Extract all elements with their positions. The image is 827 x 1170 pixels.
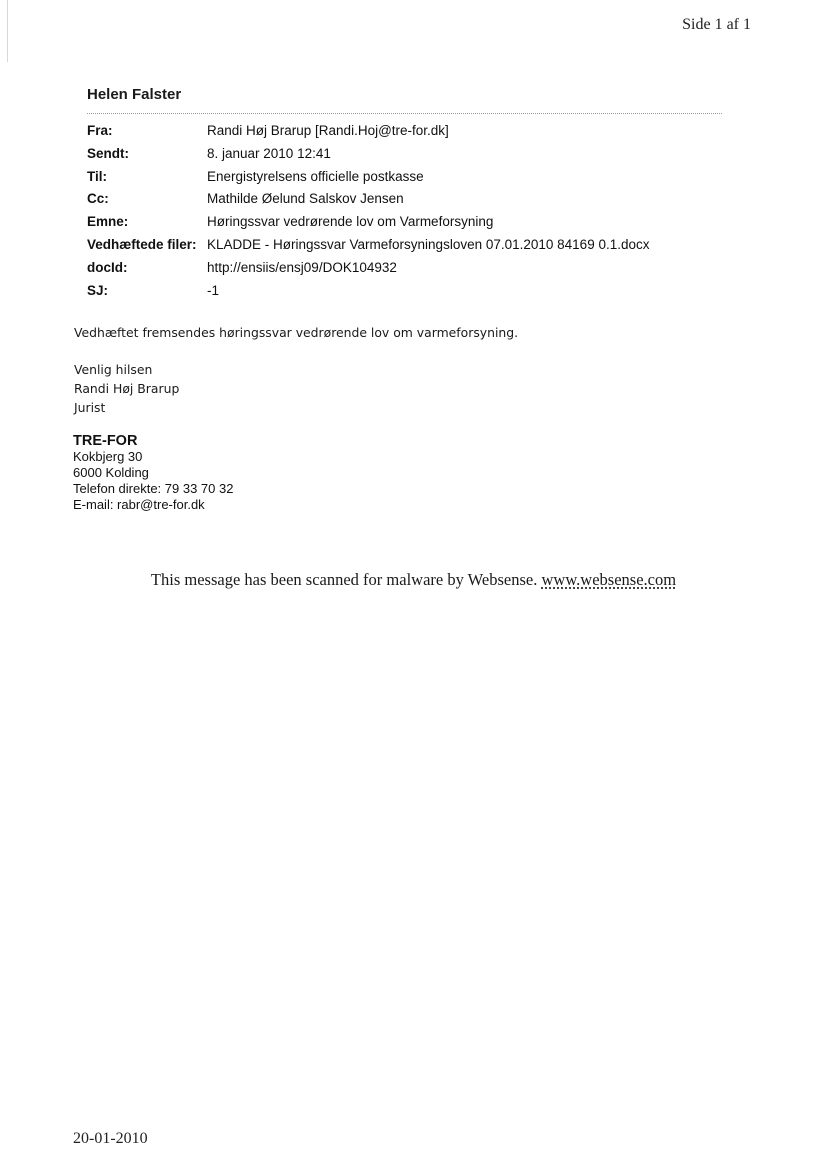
phone-line: Telefon direkte: 79 33 70 32 bbox=[73, 481, 234, 496]
header-row-subject bbox=[87, 214, 649, 237]
header-row-attachments bbox=[87, 237, 649, 260]
header-row-from bbox=[87, 123, 649, 146]
company-name: TRE-FOR bbox=[73, 433, 138, 449]
subject-label: Emne: bbox=[87, 214, 129, 230]
scan-edge-line bbox=[7, 0, 8, 62]
sent-label: Sendt: bbox=[87, 145, 129, 161]
city-address: 6000 Kolding bbox=[73, 465, 149, 480]
subject-value: Høringssvar vedrørende lov om Varmeforsyning bbox=[207, 214, 494, 230]
scan-notice bbox=[0, 570, 827, 590]
docid-value: http://ensiis/ensj09/DOK104932 bbox=[207, 259, 397, 275]
body-intro: Vedhæftet fremsendes høringssvar vedrørende lov om varmeforsyning. bbox=[74, 325, 519, 340]
body-closing-block bbox=[74, 360, 179, 417]
attachments-value: KLADDE - Høringssvar Varmeforsyningsloven 07.01.2010 84169 0.1.docx bbox=[207, 236, 650, 252]
sender-name: Randi Høj Brarup bbox=[74, 381, 180, 396]
sj-label: SJ: bbox=[87, 282, 109, 298]
sent-value: 8. januar 2010 12:41 bbox=[207, 145, 331, 161]
attachments-label: Vedhæftede filer: bbox=[87, 236, 197, 252]
from-label: Fra: bbox=[87, 123, 113, 138]
to-label: Til: bbox=[87, 168, 107, 184]
sj-value: -1 bbox=[207, 282, 220, 298]
header-row-to bbox=[87, 169, 649, 192]
cc-value: Mathilde Øelund Salskov Jensen bbox=[207, 191, 404, 207]
header-row-docid bbox=[87, 260, 649, 283]
email-header-table bbox=[87, 123, 649, 305]
scan-notice-text: This message has been scanned for malware by Websense. bbox=[150, 570, 538, 589]
signature-block bbox=[73, 433, 233, 513]
email-line: E-mail: rabr@tre-for.dk bbox=[73, 497, 205, 512]
header-row-sj bbox=[87, 283, 649, 306]
street-address: Kokbjerg 30 bbox=[73, 449, 143, 464]
cc-label: Cc: bbox=[87, 191, 109, 207]
to-value: Energistyrelsens officielle postkasse bbox=[207, 168, 424, 184]
header-row-sent bbox=[87, 146, 649, 169]
from-value: Randi Høj Brarup [Randi.Hoj@tre-for.dk] bbox=[207, 123, 449, 138]
closing-greeting: Venlig hilsen bbox=[74, 362, 153, 377]
sender-title: Jurist bbox=[74, 400, 106, 415]
footer-date: 20-01-2010 bbox=[73, 1130, 148, 1147]
mailbox-owner-name: Helen Falster bbox=[87, 86, 182, 103]
websense-link[interactable]: www.websense.com bbox=[541, 570, 677, 589]
header-separator bbox=[87, 113, 722, 114]
page-number: Side 1 af 1 bbox=[682, 16, 751, 33]
header-row-cc bbox=[87, 191, 649, 214]
docid-label: docId: bbox=[87, 259, 128, 275]
